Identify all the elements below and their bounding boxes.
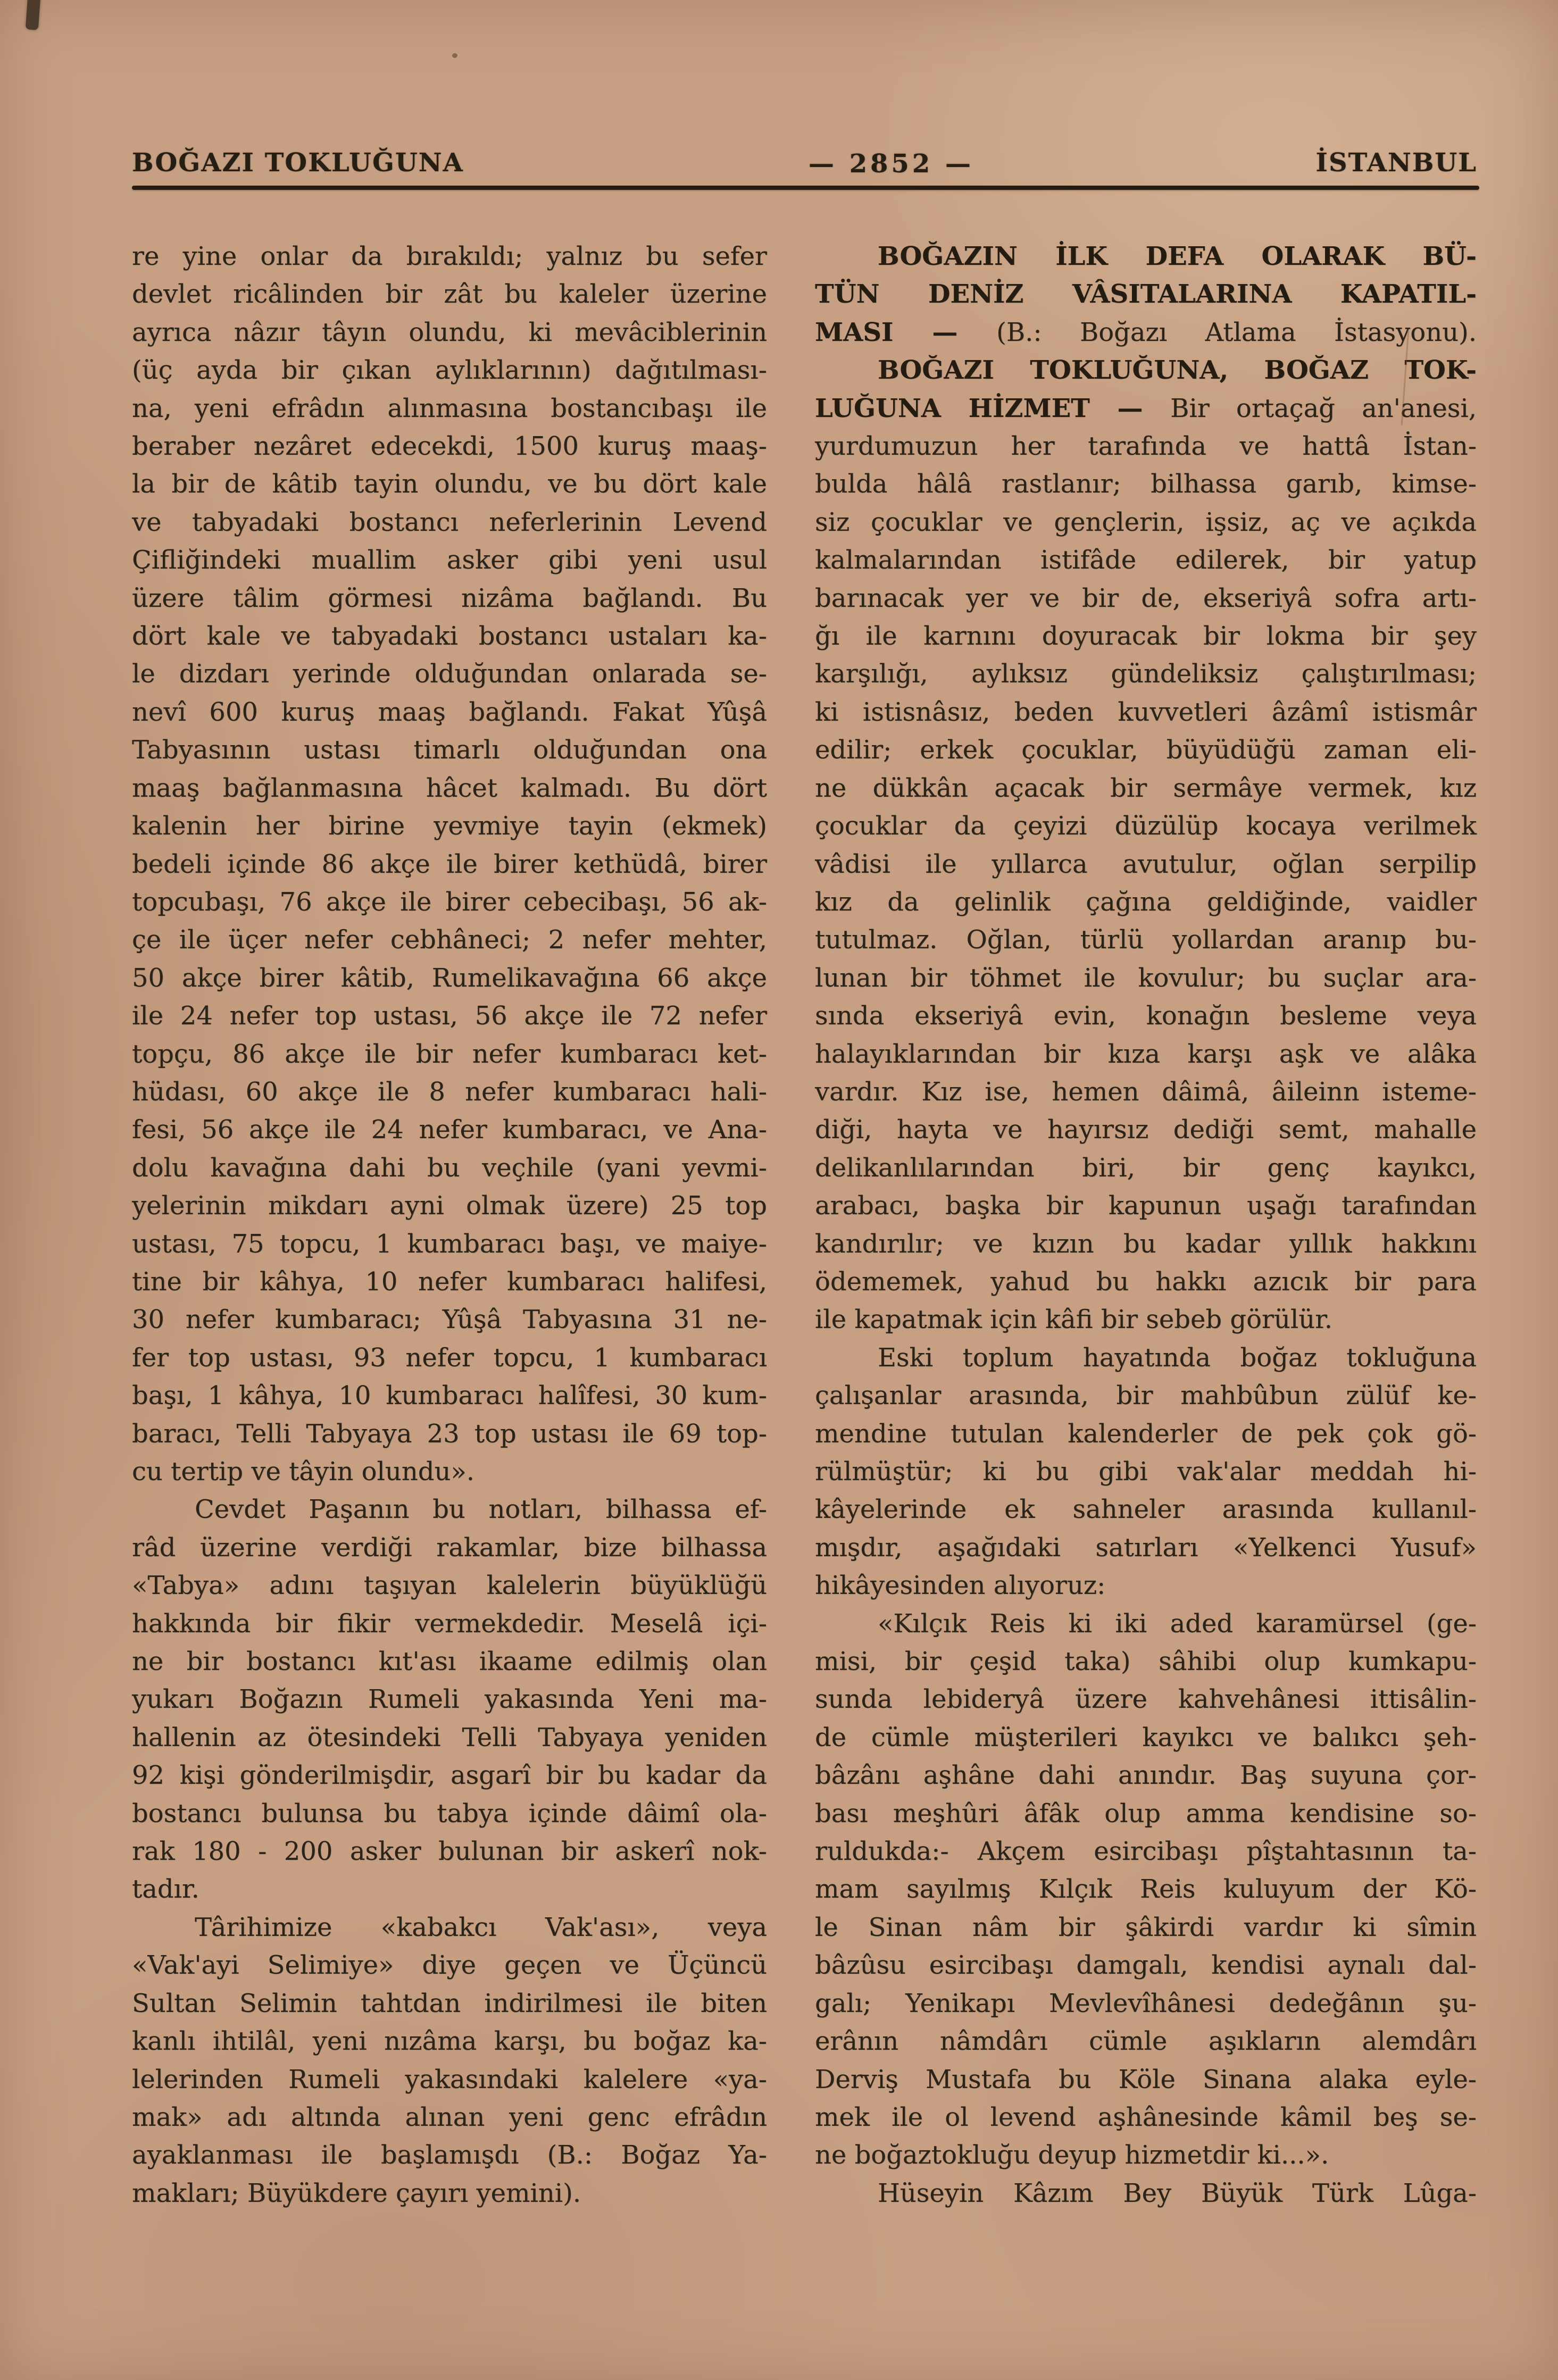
body-text: Târihimize «kabakcı Vak'ası», veya — [195, 1912, 767, 1942]
text-line — [815, 428, 1477, 465]
entry-heading: BOĞAZI TOKLUĞUNA, BOĞAZ TOK- — [878, 355, 1477, 386]
body-text: na, yeni efrâdın alınmasına bostancıbaşı ile — [132, 393, 767, 423]
text-line — [132, 655, 767, 693]
body-text: bulda hâlâ rastlanır; bilhassa garıb, kimse- — [815, 469, 1477, 499]
text-line — [815, 846, 1477, 883]
body-text: makları; Büyükdere çayırı yemini). — [132, 2178, 581, 2208]
text-line — [815, 883, 1477, 921]
body-text: çalışanlar arasında, bir mahbûbun zülüf ke- — [815, 1381, 1477, 1411]
text-line — [132, 770, 767, 807]
text-line — [815, 1681, 1477, 1718]
text-line — [815, 1833, 1477, 1870]
text-line — [815, 2136, 1477, 2174]
text-line — [132, 959, 767, 997]
text-line — [132, 465, 767, 503]
text-line — [132, 1947, 767, 1984]
text-line — [132, 997, 767, 1035]
text-line — [815, 580, 1477, 617]
body-text: rülmüştür; ki bu gibi vak'alar meddah hi- — [815, 1457, 1477, 1487]
body-text: arabacı, başka bir kapunun uşağı tarafından — [815, 1191, 1477, 1221]
scan-artifact-speck — [452, 53, 457, 58]
body-text: kanlı ihtilâl, yeni nızâma karşı, bu boğaz ka- — [132, 2026, 767, 2057]
body-text: çocuklar da çeyizi düzülüp kocaya verilmek — [815, 811, 1477, 841]
header-rule — [132, 186, 1479, 190]
body-text: kâyelerinde ek sahneler arasında kullanıl- — [815, 1494, 1477, 1525]
body-text: Tabyasının ustası timarlı olduğundan ona — [132, 735, 767, 765]
body-text: yelerinin mikdarı ayni olmak üzere) 25 top — [132, 1191, 767, 1221]
body-text: hallenin az ötesindeki Telli Tabyaya yeniden — [132, 1722, 767, 1752]
text-line — [815, 1643, 1477, 1681]
body-text: ile 24 nefer top ustası, 56 akçe ile 72 nefer — [132, 1001, 767, 1031]
column-right — [815, 238, 1477, 2212]
body-text: râd üzerine verdiği rakamlar, bize bilhassa — [132, 1532, 767, 1563]
body-text: ki istisnâsız, beden kuvvetleri âzâmî istismâr — [815, 697, 1477, 727]
text-line — [132, 731, 767, 769]
body-text: ayrıca nâzır tâyın olundu, ki mevâciblerinin — [132, 317, 767, 347]
text-line — [815, 1491, 1477, 1529]
body-text: (üç ayda bir çıkan aylıklarının) dağıtılması- — [132, 355, 767, 386]
body-text: Bir ortaçağ an'anesi, — [1170, 393, 1477, 423]
body-text: bostancı bulunsa bu tabya içinde dâimî ola- — [132, 1798, 767, 1828]
text-line — [132, 1187, 767, 1225]
text-line — [815, 2175, 1477, 2212]
body-text: dört kale ve tabyadaki bostancı ustaları ka- — [132, 621, 767, 652]
text-line — [132, 1339, 767, 1377]
text-line — [132, 2175, 767, 2212]
text-line — [815, 997, 1477, 1035]
text-line — [815, 959, 1477, 997]
text-line — [815, 617, 1477, 655]
text-line — [132, 504, 767, 541]
body-text: ayaklanması ile başlamışdı (B.: Boğaz Ya- — [132, 2140, 767, 2170]
text-line — [132, 694, 767, 731]
text-line — [815, 1377, 1477, 1415]
text-line — [132, 1529, 767, 1567]
body-text: kalenin her birine yevmiye tayin (ekmek) — [132, 811, 767, 841]
body-text: ustası, 75 topcu, 1 kumbaracı başı, ve maiye- — [132, 1229, 767, 1259]
text-line — [815, 770, 1477, 807]
text-line — [132, 883, 767, 921]
text-line — [132, 2136, 767, 2174]
text-line — [815, 1947, 1477, 1984]
body-text: ödememek, yahud bu hakkı azıcık bir para — [815, 1266, 1477, 1297]
text-line — [815, 1073, 1477, 1111]
text-line — [815, 465, 1477, 503]
body-text: vâdisi ile yıllarca avutulur, oğlan serpilip — [815, 849, 1477, 879]
text-line — [132, 846, 767, 883]
text-line — [815, 2023, 1477, 2060]
text-line — [815, 1567, 1477, 1605]
text-line — [815, 314, 1477, 352]
body-text: Eski toplum hayatında boğaz tokluğuna — [878, 1342, 1477, 1373]
body-text: baracı, Telli Tabyaya 23 top ustası ile 69 top- — [132, 1418, 767, 1449]
body-text: tine bir kâhya, 10 nefer kumbaracı halifesi, — [132, 1266, 767, 1297]
text-line — [132, 617, 767, 655]
text-line — [132, 1111, 767, 1149]
text-line — [132, 390, 767, 428]
text-line — [815, 541, 1477, 579]
body-text: mendine tutulan kalenderler de pek çok gö- — [815, 1418, 1477, 1449]
body-text: Çifliğindeki muallim asker gibi yeni usul — [132, 545, 767, 575]
body-text: halayıklarından bir kıza karşı aşk ve alâka — [815, 1039, 1477, 1069]
body-text: rak 180 - 200 asker bulunan bir askerî nok- — [132, 1836, 767, 1867]
body-text: bâzûsu esircibaşı damgalı, kendisi aynalı dal- — [815, 1950, 1477, 1981]
body-text: ve tabyadaki bostancı neferlerinin Levend — [132, 507, 767, 537]
text-line — [132, 1035, 767, 1073]
body-text: üzere tâlim görmesi nizâma bağlandı. Bu — [132, 583, 767, 613]
text-line — [132, 1263, 767, 1301]
text-line — [815, 694, 1477, 731]
text-line — [132, 2023, 767, 2060]
body-text: siz çocuklar ve gençlerin, işsiz, aç ve açıkda — [815, 507, 1477, 537]
text-line — [815, 1909, 1477, 1947]
body-text: ğı ile karnını doyuracak bir lokma bir şey — [815, 621, 1477, 652]
body-text: Hüseyin Kâzım Bey Büyük Türk Lûga- — [878, 2178, 1477, 2208]
text-line — [815, 1263, 1477, 1301]
text-line — [132, 1833, 767, 1870]
body-text: ne dükkân açacak bir sermâye vermek, kız — [815, 773, 1477, 803]
scan-artifact-corner-mark — [26, 0, 40, 30]
text-line — [132, 541, 767, 579]
body-text: (B.: Boğazı Atlama İstasyonu). — [996, 317, 1477, 347]
text-line — [132, 1719, 767, 1757]
body-text: le Sinan nâm bir şâkirdi vardır ki sîmin — [815, 1912, 1477, 1942]
body-text: tadır. — [132, 1874, 199, 1905]
running-title-left: BOĞAZI TOKLUĞUNA — [132, 148, 464, 178]
body-text: çe ile üçer nefer cebhâneci; 2 nefer mehter, — [132, 925, 767, 955]
text-line — [815, 1870, 1477, 1908]
body-text: misi, bir çeşid taka) sâhibi olup kumkapu- — [815, 1647, 1477, 1677]
body-text: dolu kavağına dahi bu veçhile (yani yevmi- — [132, 1153, 767, 1183]
text-line — [815, 1985, 1477, 2023]
body-text: hikâyesinden alıyoruz: — [815, 1571, 1106, 1601]
text-line — [815, 1339, 1477, 1377]
body-text: ne bir bostancı kıt'ası ikaame edilmiş olan — [132, 1647, 767, 1677]
page-number: — 2852 — — [809, 149, 974, 179]
running-title-right: İSTANBUL — [1315, 148, 1477, 178]
text-line — [132, 1870, 767, 1908]
body-text: «Vak'ayi Selimiye» diye geçen ve Üçüncü — [132, 1950, 767, 1981]
text-line — [132, 2061, 767, 2099]
text-line — [132, 1149, 767, 1187]
text-line — [132, 1795, 767, 1833]
body-text: devlet ricâlinden bir zât bu kaleler üzerine — [132, 279, 767, 310]
text-line — [132, 1301, 767, 1339]
text-line — [132, 807, 767, 845]
text-line — [132, 352, 767, 389]
body-text: la bir de kâtib tayin olundu, ve bu dört kale — [132, 469, 767, 499]
body-text: topçu, 86 akçe ile bir nefer kumbaracı ket- — [132, 1039, 767, 1069]
body-text: fer top ustası, 93 nefer topcu, 1 kumbaracı — [132, 1342, 767, 1373]
body-text: yukarı Boğazın Rumeli yakasında Yeni ma- — [132, 1684, 767, 1715]
body-text: 50 akçe birer kâtib, Rumelikavağına 66 akçe — [132, 963, 767, 993]
body-text: kalmalarından istifâde edilerek, bir yatup — [815, 545, 1477, 575]
body-text: edilir; erkek çocuklar, büyüdüğü zaman eli- — [815, 735, 1477, 765]
text-line — [815, 1529, 1477, 1567]
text-line — [815, 352, 1477, 389]
body-text: le dizdarı yerinde olduğundan onlarada se- — [132, 659, 767, 689]
body-text: lunan bir töhmet ile kovulur; bu suçlar ara- — [815, 963, 1477, 993]
text-line — [815, 1453, 1477, 1491]
text-line — [815, 1795, 1477, 1833]
body-text: bası meşhûri âfâk olup amma kendisine so- — [815, 1798, 1477, 1828]
text-line — [132, 1491, 767, 1529]
text-line — [815, 1757, 1477, 1794]
entry-heading: TÜN DENİZ VÂSITALARINA KAPATIL- — [815, 279, 1477, 310]
body-text: fesi, 56 akçe ile 24 nefer kumbaracı, ve Ana- — [132, 1115, 767, 1145]
body-text: topcubaşı, 76 akçe ile birer cebecibaşı, 56 ak- — [132, 887, 767, 917]
text-line — [132, 1225, 767, 1263]
body-text: yurdumuzun her tarafında ve hattâ İstan- — [815, 431, 1477, 462]
body-text: lelerinden Rumeli yakasındaki kalelere «ya- — [132, 2064, 767, 2094]
body-text: kandırılır; ve kızın bu kadar yıllık hakkını — [815, 1229, 1477, 1259]
body-text: galı; Yenikapı Mevlevîhânesi dedeğânın şu- — [815, 1988, 1477, 2018]
text-line — [815, 731, 1477, 769]
body-text: «Kılçık Reis ki iki aded karamürsel (ge- — [878, 1608, 1477, 1639]
body-text: 92 kişi gönderilmişdir, asgarî bir bu kadar da — [132, 1760, 767, 1791]
text-line — [132, 1377, 767, 1415]
body-text: «Tabya» adını taşıyan kalelerin büyüklüğü — [132, 1571, 767, 1601]
text-line — [815, 390, 1477, 428]
body-text: Derviş Mustafa bu Köle Sinana alaka eyle- — [815, 2064, 1477, 2094]
body-text: vardır. Kız ise, hemen dâimâ, âileinn isteme- — [815, 1076, 1477, 1107]
entry-heading: BOĞAZIN İLK DEFA OLARAK BÜ- — [878, 241, 1477, 271]
body-text: maaş bağlanmasına hâcet kalmadı. Bu dört — [132, 773, 767, 803]
text-line — [132, 1605, 767, 1643]
text-line — [815, 1149, 1477, 1187]
text-line — [132, 1567, 767, 1605]
page-header — [132, 148, 1477, 180]
body-text: hakkında bir fikir vermekdedir. Meselâ içi- — [132, 1608, 767, 1639]
text-line — [815, 921, 1477, 959]
text-line — [132, 238, 767, 275]
text-line — [815, 1415, 1477, 1453]
text-line — [815, 504, 1477, 541]
body-text: bâzânı aşhâne dahi anındır. Baş suyuna çor- — [815, 1760, 1477, 1791]
text-line — [132, 1073, 767, 1111]
text-line — [132, 1415, 767, 1453]
body-text: mek ile ol levend aşhânesinde kâmil beş se- — [815, 2102, 1477, 2132]
body-text: mışdır, aşağıdaki satırları «Yelkenci Yusuf» — [815, 1532, 1477, 1563]
text-line — [132, 2099, 767, 2136]
text-line — [132, 275, 767, 313]
text-line — [815, 1301, 1477, 1339]
text-line — [132, 1453, 767, 1491]
body-text: karşılığı, aylıksız gündeliksiz çalıştırılması; — [815, 659, 1477, 689]
text-line — [815, 1035, 1477, 1073]
body-text: erânın nâmdârı cümle aşıkların alemdârı — [815, 2026, 1477, 2057]
body-text: sında ekseriyâ evin, konağın besleme veya — [815, 1001, 1477, 1031]
text-line — [815, 2061, 1477, 2099]
body-text: ruldukda:- Akçem esircibaşı pîştahtasının ta- — [815, 1836, 1477, 1867]
entry-heading: LUĞUNA HİZMET — — [815, 393, 1171, 423]
body-text: de cümle müşterileri kayıkcı ve balıkcı şeh- — [815, 1722, 1477, 1752]
body-text: nevî 600 kuruş maaş bağlandı. Fakat Yûşâ — [132, 697, 767, 727]
text-line — [132, 1681, 767, 1718]
text-line — [132, 580, 767, 617]
text-line — [815, 1187, 1477, 1225]
text-line — [132, 1757, 767, 1794]
text-line — [132, 1985, 767, 2023]
body-text: Cevdet Paşanın bu notları, bilhassa ef- — [195, 1494, 767, 1525]
body-text: beraber nezâret edecekdi, 1500 kuruş maaş- — [132, 431, 767, 462]
text-line — [815, 1111, 1477, 1149]
body-text: delikanlılarından biri, bir genç kayıkcı, — [815, 1153, 1477, 1183]
body-text: sunda lebideryâ üzere kahvehânesi ittisâlin- — [815, 1684, 1477, 1715]
text-line — [815, 1605, 1477, 1643]
body-text: tutulmaz. Oğlan, türlü yollardan aranıp bu- — [815, 925, 1477, 955]
text-line — [815, 238, 1477, 275]
body-text: kız da gelinlik çağına geldiğinde, vaidler — [815, 887, 1477, 917]
column-left — [132, 238, 767, 2212]
body-text: ne boğaztokluğu deyup hizmetdir ki...». — [815, 2140, 1329, 2170]
text-line — [815, 2099, 1477, 2136]
text-line — [132, 1643, 767, 1681]
text-line — [815, 807, 1477, 845]
text-line — [132, 314, 767, 352]
body-text: mam sayılmış Kılçık Reis kuluyum der Kö- — [815, 1874, 1477, 1905]
body-text: başı, 1 kâhya, 10 kumbaracı halîfesi, 30 kum- — [132, 1381, 767, 1411]
body-text: hüdası, 60 akçe ile 8 nefer kumbaracı hali- — [132, 1076, 767, 1107]
body-text: 30 nefer kumbaracı; Yûşâ Tabyasına 31 ne- — [132, 1305, 767, 1335]
body-text: ile kapatmak için kâfi bir sebeb görülür. — [815, 1305, 1333, 1335]
body-text: cu tertip ve tâyin olundu». — [132, 1457, 474, 1487]
text-line — [132, 428, 767, 465]
body-text: diği, hayta ve hayırsız dediği semt, mahalle — [815, 1115, 1477, 1145]
body-text: Sultan Selimin tahtdan indirilmesi ile biten — [132, 1988, 767, 2018]
text-line — [815, 1225, 1477, 1263]
text-line — [815, 1719, 1477, 1757]
text-line — [132, 921, 767, 959]
body-text: barınacak yer ve bir de, ekseriyâ sofra artı- — [815, 583, 1477, 613]
body-text: re yine onlar da bırakıldı; yalnız bu sefer — [132, 241, 767, 271]
text-line — [815, 655, 1477, 693]
body-text: bedeli içinde 86 akçe ile birer kethüdâ, birer — [132, 849, 767, 879]
text-line — [815, 275, 1477, 313]
text-line — [132, 1909, 767, 1947]
entry-heading: MASI — — [815, 317, 997, 347]
body-text: mak» adı altında alınan yeni genc efrâdın — [132, 2102, 767, 2132]
